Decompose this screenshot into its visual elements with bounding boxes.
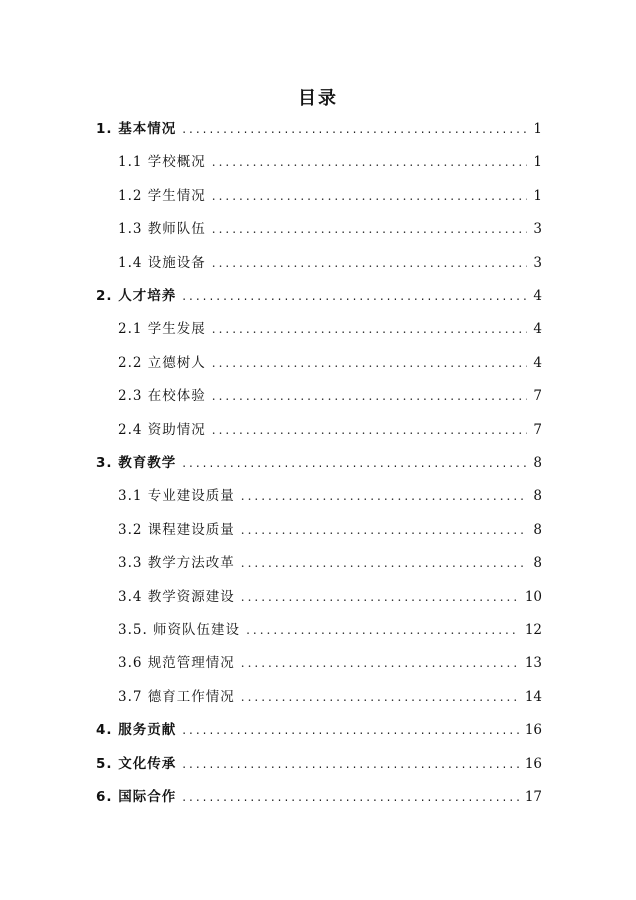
toc-entry[interactable] [118, 386, 542, 406]
toc-entry[interactable] [118, 353, 542, 373]
toc-dot-leader [212, 420, 528, 440]
toc-dot-leader [182, 787, 519, 807]
toc-dot-leader [182, 754, 519, 774]
toc-entry[interactable] [118, 253, 542, 273]
toc-entry[interactable] [118, 553, 542, 573]
toc-entry-label: 1.4 设施设备 [118, 255, 206, 271]
toc-entry[interactable] [96, 119, 542, 139]
toc-entry[interactable] [118, 520, 542, 540]
toc-entry-label: 3. 教育教学 [96, 455, 177, 471]
toc-entry-page-number: 13 [524, 655, 542, 671]
toc-entry-page-number: 1 [533, 188, 542, 204]
toc-entry[interactable] [96, 720, 542, 740]
toc-entry-page-number: 4 [533, 321, 542, 337]
toc-entry-label: 5. 文化传承 [96, 756, 177, 772]
toc-entry-label: 1.2 学生情况 [118, 188, 206, 204]
toc-entry[interactable] [118, 219, 542, 239]
toc-entry-label: 2.1 学生发展 [118, 321, 206, 337]
toc-entry-label: 2.4 资助情况 [118, 422, 206, 438]
toc-dot-leader [212, 353, 528, 373]
toc-dot-leader [182, 119, 527, 139]
toc-entry-page-number: 16 [524, 722, 542, 738]
toc-entry-label: 3.4 教学资源建设 [118, 589, 235, 605]
toc-entry-page-number: 14 [524, 689, 542, 705]
toc-dot-leader [212, 386, 528, 406]
toc-dot-leader [212, 186, 528, 206]
toc-entry[interactable] [96, 453, 542, 473]
toc-entry-page-number: 8 [533, 555, 542, 571]
toc-entry[interactable] [96, 787, 542, 807]
toc-entry-label: 1.1 学校概况 [118, 154, 206, 170]
toc-dot-leader [246, 620, 519, 640]
toc-dot-leader [241, 486, 528, 506]
toc-entry[interactable] [96, 754, 542, 774]
toc-entry-label: 3.5. 师资队伍建设 [118, 622, 241, 638]
toc-dot-leader [241, 687, 519, 707]
toc-dot-leader [182, 286, 527, 306]
toc-entry-label: 1.3 教师队伍 [118, 221, 206, 237]
toc-entry-page-number: 8 [533, 522, 542, 538]
toc-entry-label: 2. 人才培养 [96, 288, 177, 304]
toc-entry-page-number: 4 [533, 355, 542, 371]
toc-entry-label: 3.3 教学方法改革 [118, 555, 235, 571]
toc-dot-leader [182, 720, 519, 740]
toc-dot-leader [241, 520, 528, 540]
toc-entry-page-number: 17 [524, 789, 542, 805]
toc-entry-label: 6. 国际合作 [96, 789, 177, 805]
toc-dot-leader [241, 553, 528, 573]
toc-entry-page-number: 7 [533, 388, 542, 404]
toc-entry-page-number: 3 [533, 221, 542, 237]
toc-entry-page-number: 4 [533, 288, 542, 304]
toc-entry[interactable] [118, 486, 542, 506]
toc-dot-leader [182, 453, 527, 473]
toc-entry-page-number: 10 [524, 589, 542, 605]
toc-entry[interactable] [96, 286, 542, 306]
toc-entry-page-number: 1 [533, 154, 542, 170]
toc-entry-label: 3.1 专业建设质量 [118, 488, 235, 504]
toc-entry-page-number: 12 [524, 622, 542, 638]
toc-entry-label: 3.2 课程建设质量 [118, 522, 235, 538]
toc-title: 目录 [298, 88, 338, 109]
toc-dot-leader [212, 152, 528, 172]
toc-entry-label: 4. 服务贡献 [96, 722, 177, 738]
toc-entry-label: 2.3 在校体验 [118, 388, 206, 404]
toc-entry[interactable] [118, 420, 542, 440]
toc-entry-page-number: 1 [533, 121, 542, 137]
toc-entry[interactable] [118, 687, 542, 707]
toc-entry-page-number: 7 [533, 422, 542, 438]
toc-entry[interactable] [118, 186, 542, 206]
toc-entry-page-number: 16 [524, 756, 542, 772]
toc-entry-page-number: 8 [533, 455, 542, 471]
toc-entry-label: 2.2 立德树人 [118, 355, 206, 371]
toc-entry[interactable] [118, 653, 542, 673]
toc-entry[interactable] [118, 152, 542, 172]
toc-entry[interactable] [118, 587, 542, 607]
toc-entry-label: 3.7 德育工作情况 [118, 689, 235, 705]
toc-entry-label: 3.6 规范管理情况 [118, 655, 235, 671]
toc-dot-leader [212, 253, 528, 273]
toc-dot-leader [212, 319, 528, 339]
toc-entry-page-number: 8 [533, 488, 542, 504]
toc-entry[interactable] [118, 319, 542, 339]
toc-entry[interactable] [118, 620, 542, 640]
toc-dot-leader [212, 219, 528, 239]
toc-entry-label: 1. 基本情况 [96, 121, 177, 137]
toc-dot-leader [241, 653, 519, 673]
toc-entry-page-number: 3 [533, 255, 542, 271]
toc-dot-leader [241, 587, 519, 607]
